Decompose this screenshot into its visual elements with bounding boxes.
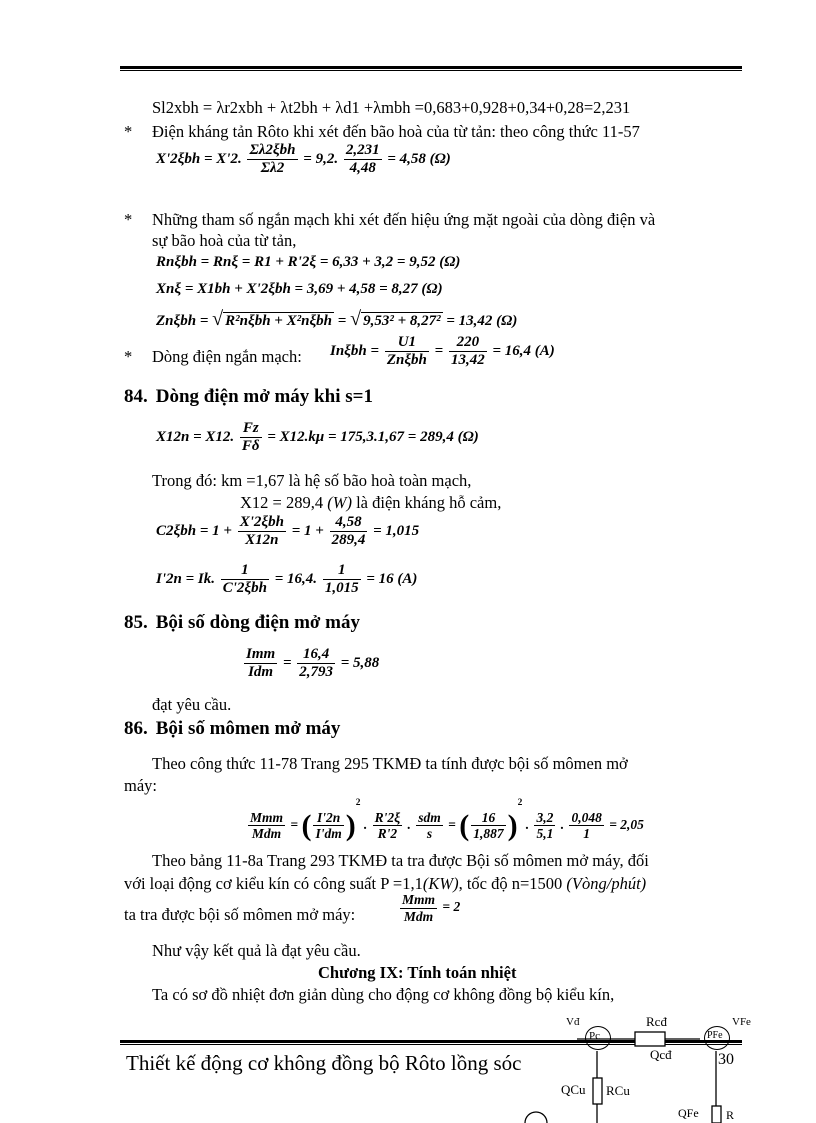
eq-i-lhs: Inξbh = bbox=[330, 343, 380, 360]
eq-i2-rhs: = 16 (A) bbox=[366, 571, 418, 588]
eq-m-pn2: 16 bbox=[471, 810, 505, 827]
p86-line1: Theo công thức 11-78 Trang 295 TKMĐ ta tính được bội số mômen mở bbox=[152, 754, 628, 773]
eq-c-lhs: C2ξbh = 1 + bbox=[156, 523, 232, 540]
section-84-heading bbox=[124, 386, 373, 408]
section-86-heading bbox=[124, 718, 340, 740]
eq-m-dot1: . bbox=[363, 817, 368, 832]
eq-c-frac bbox=[238, 514, 286, 550]
eq-x2-mid: = 9,2. bbox=[303, 151, 339, 168]
eq-i2-num2: 1 bbox=[323, 562, 361, 580]
section-85-title: Bội số dòng điện mở máy bbox=[155, 612, 360, 633]
label-qfe: QFe bbox=[678, 1106, 699, 1120]
eq-c-num: X'2ξbh bbox=[238, 514, 286, 532]
label-rcu: RCu bbox=[606, 1083, 630, 1098]
eq-c-frac2 bbox=[330, 514, 368, 550]
label-qcd: Qcđ bbox=[650, 1047, 672, 1062]
eq-m-pd: I'dm bbox=[315, 826, 342, 842]
eq-ratio-rhs: = 5,88 bbox=[340, 655, 380, 672]
section-86-number: 86. bbox=[124, 718, 148, 739]
eq-m-dot3: . bbox=[525, 817, 530, 832]
p-bang-2b: (KW) bbox=[422, 874, 459, 893]
eq-ratio-num2: 16,4 bbox=[297, 646, 335, 664]
item-short-circuit-line1: Những tham số ngắn mạch khi xét đến hiệu ứng mặt ngoài của dòng điện và bbox=[152, 210, 656, 229]
eq-m-fn3: 3,2 bbox=[536, 809, 554, 825]
eq-m-fd4: 1 bbox=[583, 826, 591, 842]
eq-ratio-frac2 bbox=[297, 646, 335, 682]
trong-do-line2 bbox=[240, 493, 501, 513]
eq-m2-den: Mdm bbox=[403, 908, 434, 924]
eq-m2-rhs: = 2 bbox=[442, 899, 461, 915]
eq-c-den2: 289,4 bbox=[331, 532, 366, 549]
eq-m-fd3: 5,1 bbox=[536, 826, 554, 842]
eq-i2-frac bbox=[221, 562, 269, 598]
eq-ratio-den: Idm bbox=[248, 664, 274, 681]
eq-m-frac bbox=[248, 810, 285, 842]
eq-x12-rhs: = X12.kμ = 175,3.1,67 = 289,4 (Ω) bbox=[267, 429, 479, 446]
eq-x2-rhs: = 4,58 (Ω) bbox=[387, 151, 451, 168]
eq-i-num: U1 bbox=[385, 334, 429, 352]
eq-m-dot4: . bbox=[560, 817, 565, 832]
bullet: * bbox=[124, 122, 133, 141]
eq-z-lhs: Znξbh = bbox=[156, 313, 209, 329]
eq-m-fn1: R'2ξ bbox=[374, 809, 401, 825]
label-vfe: VFe bbox=[732, 1016, 751, 1028]
eq-i2-den: C'2ξbh bbox=[222, 580, 267, 597]
label-qcu: QCu bbox=[561, 1082, 586, 1097]
eq-m-sq2: 2 bbox=[517, 798, 523, 808]
chapter-title: Chương IX: Tính toán nhiệt bbox=[318, 963, 517, 982]
bullet: * bbox=[124, 347, 133, 366]
trong-do-line1: Trong đó: km =1,67 là hệ số bão hoà toàn mạch, bbox=[152, 471, 472, 490]
label-pc: Pc bbox=[589, 1030, 600, 1042]
equation-z: Znξbh = √ R²nξbh + X²nξbh = √ 9,53² + 8,27² = 13,42 (Ω) bbox=[156, 308, 518, 330]
eq-i-frac bbox=[385, 334, 429, 370]
header-rule-thin bbox=[120, 70, 742, 71]
eq-m-num: Mmm bbox=[250, 809, 284, 825]
footer-title: Thiết kế động cơ không đồng bộ Rôto lồng sóc bbox=[126, 1051, 522, 1075]
equation-x12 bbox=[156, 420, 479, 456]
p-bang-line2 bbox=[124, 874, 646, 894]
eq-m2-frac bbox=[400, 892, 437, 924]
eq-z-rhs: = 13,42 (Ω) bbox=[446, 313, 518, 329]
label-vd: Vđ bbox=[566, 1016, 580, 1028]
p-bang-line3: ta tra được bội số mômen mở máy: bbox=[124, 905, 356, 924]
eq-c-rhs: = 1,015 bbox=[373, 523, 420, 540]
eq-i-num2: 220 bbox=[449, 334, 487, 352]
item-current: Dòng điện ngắn mạch: bbox=[152, 347, 302, 366]
line-sl2xbh: Sl2xbh = λr2xbh + λt2bh + λd1 +λmbh =0,683+0,928+0,34+0,28=2,231 bbox=[152, 98, 631, 117]
eq-m-frac1 bbox=[373, 810, 403, 842]
item-leakage: Điện kháng tản Rôto khi xét đến bão hoà của từ tản: theo công thức 11-57 bbox=[152, 122, 640, 141]
label-rcd: Rcđ bbox=[646, 1014, 667, 1029]
eq-x2-den: Σλ2 bbox=[260, 160, 285, 177]
eq-x2-lhs: X'2ξbh = X'2. bbox=[156, 151, 242, 168]
eq-c-den: X12n bbox=[245, 532, 279, 549]
p-bang-2c: , tốc độ n=1500 bbox=[458, 874, 567, 893]
eq-m-eq1: = bbox=[290, 817, 299, 832]
nhu-vay: Như vậy kết quả là đạt yêu cầu. bbox=[152, 941, 361, 960]
item-short-circuit-line2: sự bão hoà của từ tản, bbox=[152, 231, 297, 250]
eq-z-root2: 9,53² + 8,27² bbox=[363, 313, 441, 329]
section-86-title: Bội số mômen mở máy bbox=[155, 718, 341, 739]
eq-m-dot2: . bbox=[407, 817, 411, 832]
eq-i-den: Znξbh bbox=[386, 352, 427, 369]
eq-m-frac3 bbox=[534, 810, 555, 842]
dat-yeu-cau: đạt yêu cầu. bbox=[152, 695, 232, 714]
p86-line2: máy: bbox=[124, 776, 157, 795]
eq-m-sq1: 2 bbox=[355, 798, 361, 808]
section-85-heading bbox=[124, 612, 360, 634]
p-bang-line1: Theo bảng 11-8a Trang 293 TKMĐ ta tra được Bội số mômen mở máy, đối bbox=[152, 851, 649, 870]
eq-i2-mid: = 16,4. bbox=[274, 571, 318, 588]
eq-i2-lhs: I'2n = Ik. bbox=[156, 571, 215, 588]
equation-xn: Xnξ = X1bh + X'2ξbh = 3,69 + 4,58 = 8,27 (Ω) bbox=[156, 281, 443, 297]
eq-x2-num2: 2,231 bbox=[344, 142, 382, 160]
eq-i2-den2: 1,015 bbox=[324, 580, 359, 597]
eq-ratio-den2: 2,793 bbox=[299, 664, 333, 681]
eq-c-num2: 4,58 bbox=[330, 514, 368, 532]
label-r: R bbox=[726, 1108, 735, 1122]
eq-x2-num: Σλ2ξbh bbox=[247, 142, 297, 160]
eq-z-eq: = bbox=[337, 313, 347, 329]
eq-x12-frac bbox=[240, 420, 262, 456]
p-bang-2d: (Vòng/phút) bbox=[566, 874, 647, 893]
p-bang-2a: với loại động cơ kiểu kín có công suất P =1,1 bbox=[124, 874, 423, 893]
header-rule bbox=[120, 66, 742, 69]
p-so-do: Ta có sơ đồ nhiệt đơn giản dùng cho động cơ không đồng bộ kiểu kín, bbox=[152, 985, 615, 1004]
eq-i-den2: 13,42 bbox=[450, 352, 485, 369]
eq-x2-frac2 bbox=[344, 142, 382, 178]
eq-i-frac2 bbox=[449, 334, 487, 370]
eq-x12-num: Fz bbox=[240, 420, 262, 438]
eq-i-eq: = bbox=[434, 343, 444, 360]
eq-i2-frac2 bbox=[323, 562, 361, 598]
equation-c bbox=[156, 514, 419, 550]
equation-i2 bbox=[156, 562, 417, 598]
equation-moment: $\frac{\text{Mmm}}{\text{Mdm}}$ = ( $\frac{I'2n}{I'dm}$ )$^2$ . $\frac{R'2\xi}{R'2}$ . $\frac{\text{sdm}}{s}$ = ( $\frac{16}{1,887}$ )$^2$ . $\frac{3,2}{5,1}$ . $\frac{0,048}{1}$ = 2,05 bbox=[250, 798, 644, 842]
eq-m-fd2: s bbox=[426, 826, 433, 842]
label-pfe: PFe bbox=[707, 1030, 723, 1041]
eq-m-eq2: = bbox=[448, 817, 456, 832]
trong-do-desc: là điện kháng hỗ cảm, bbox=[351, 493, 502, 512]
eq-m2-num: Mmm bbox=[402, 892, 436, 907]
equation-r: Rnξbh = Rnξ = R1 + R'2ξ = 6,33 + 3,2 = 9,52 (Ω) bbox=[156, 254, 461, 270]
eq-m-pn: I'2n bbox=[313, 810, 343, 827]
eq-c-mid: = 1 + bbox=[291, 523, 324, 540]
eq-m-fn4: 0,048 bbox=[571, 809, 602, 825]
eq-i2-num: 1 bbox=[221, 562, 269, 580]
equation-x2 bbox=[156, 142, 451, 178]
eq-x2-den2: 4,48 bbox=[349, 160, 376, 177]
trong-do-unit: (W) bbox=[327, 493, 352, 512]
eq-x12-lhs: X12n = X12. bbox=[156, 429, 235, 446]
eq-m-frac2 bbox=[416, 810, 443, 842]
eq-i-rhs: = 16,4 (A) bbox=[492, 343, 555, 360]
eq-m-fd1: R'2 bbox=[377, 826, 398, 842]
eq-m-pd2: 1,887 bbox=[473, 826, 504, 842]
equation-ratio bbox=[242, 646, 379, 682]
eq-z-root1: R²nξbh + X²nξbh bbox=[225, 313, 333, 329]
eq-ratio-mid: = bbox=[282, 655, 292, 672]
eq-m-rhs: = 2,05 bbox=[609, 817, 644, 832]
eq-m-fn2: sdm bbox=[418, 809, 441, 825]
section-84-title: Dòng điện mở máy khi s=1 bbox=[155, 386, 373, 407]
equation-i bbox=[330, 334, 555, 370]
eq-x2-frac bbox=[247, 142, 297, 178]
eq-m-paren-frac bbox=[313, 810, 343, 842]
bullet: * bbox=[124, 210, 133, 229]
eq-m-frac4 bbox=[569, 810, 603, 842]
eq-m-den: Mdm bbox=[251, 826, 282, 842]
eq-ratio-frac bbox=[244, 646, 277, 682]
equation-moment-short bbox=[398, 892, 460, 924]
section-85-number: 85. bbox=[124, 612, 148, 633]
section-84-number: 84. bbox=[124, 386, 148, 407]
eq-ratio-num: Imm bbox=[244, 646, 277, 664]
eq-x12-den: Fδ bbox=[241, 438, 260, 455]
trong-do-x12: X12 = 289,4 bbox=[240, 493, 328, 512]
page-number: 30 bbox=[718, 1051, 734, 1068]
eq-m-paren-frac2 bbox=[471, 810, 505, 842]
